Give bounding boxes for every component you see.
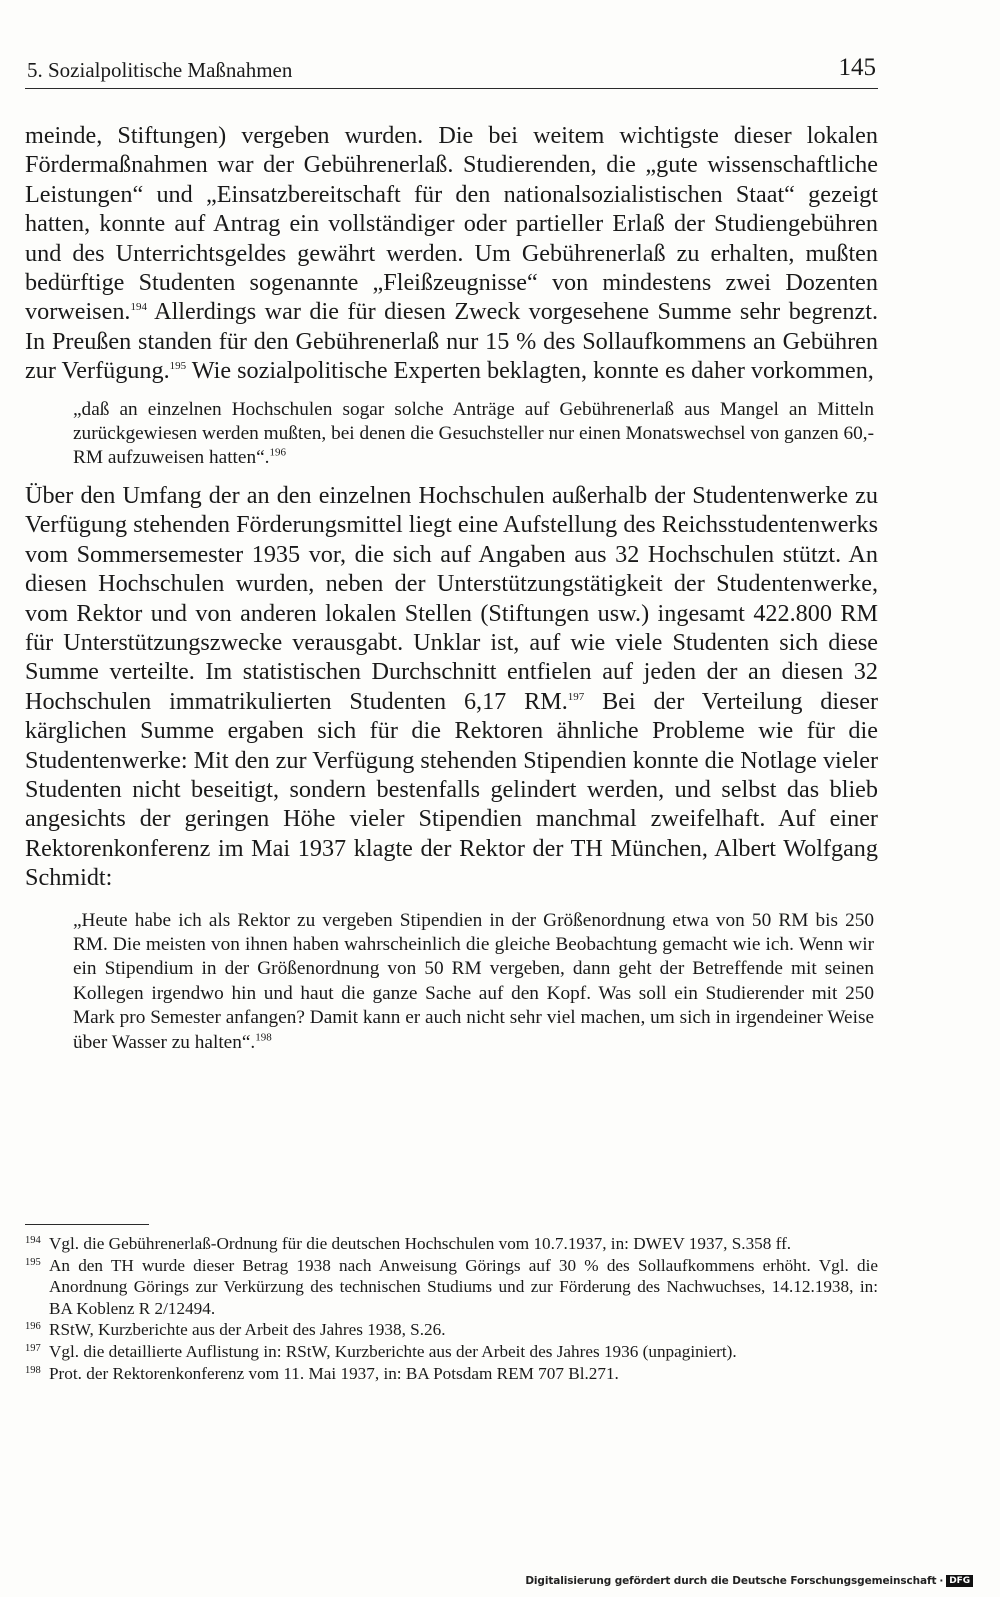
- footnote-text: Vgl. die Gebührenerlaß-Ordnung für die deutschen Hochschulen vom 10.7.1937, in: DWEV 1937, S.358 ff.: [49, 1234, 792, 1253]
- main-text: [25, 121, 878, 1065]
- footnote-number: 198: [25, 1364, 41, 1376]
- block-quote-1: [73, 398, 874, 471]
- page-number: 145: [838, 54, 876, 81]
- footnotes: [25, 1233, 878, 1384]
- footnote-text: RStW, Kurzberichte aus der Arbeit des Jahres 1938, S.26.: [49, 1320, 446, 1340]
- footnote-text: Vgl. die detaillierte Auflistung in: RStW, Kurzberichte aus der Arbeit des Jahres 1936 (unpaginiert).: [49, 1341, 737, 1361]
- footnote-text: Prot. der Rektorenkonferenz vom 11. Mai 1937, in: BA Potsdam REM 707 Bl.271.: [49, 1363, 619, 1383]
- footnote-number: 195: [25, 1256, 41, 1268]
- digitization-notice-text: Digitalisierung gefördert durch die Deutsche Forschungsgemeinschaft: [525, 1575, 937, 1587]
- footnote-198: [25, 1363, 878, 1385]
- footnote-196: [25, 1319, 878, 1341]
- paragraph-1-part-1: meinde, Stiftungen) vergeben wurden. Die bei weitem wichtigste dieser lokalen Fördermaßnahmen war der Gebührenerlaß. Studierenden, die „gute wissenschaftliche Leistungen“ und „Einsatzbereitschaft für den nationalsozialistischen Staat“ gezeigt hatten, konnte auf Antrag ein vollständiger oder partieller Erlaß der Studiengebühren und des Unterrichtsgeldes gewährt werden. Um Gebührenerlaß zu erhalten, mußten bedürftige Studenten sogenannte „Fleißzeugnisse“ von mindestens zwei Dozenten vorweisen.: [25, 122, 878, 326]
- block-quote-2-text: „Heute habe ich als Rektor zu vergeben Stipendien in der Größenordnung etwa von 50 RM bis 250 RM. Die meisten von ihnen haben wahrscheinlich die gleiche Beobachtung gemacht wie ich. Wenn wir ein Stipendium in der Größenordnung von 50 RM vergeben, dann geht der Betreffende mit seinen Kollegen irgendwo hin und haut die ganze Sache auf den Kopf. Was soll ein Studierender mit 250 Mark pro Semester anfangen? Damit kann er auch nicht sehr viel machen, um sich in irgendeiner Weise über Wasser zu halten“.: [73, 909, 874, 1053]
- footnote-ref-196[interactable]: 196: [269, 447, 286, 460]
- paragraph-1-part-2: Allerdings war die für diesen Zweck vorgesehene Summe sehr begrenzt. In Preußen standen für den Gebührenerlaß nur 15 % des Sollaufkommens an Gebühren zur Verfügung.: [25, 298, 878, 385]
- paragraph-1: [25, 121, 878, 386]
- paragraph-1-part-3: Wie sozialpolitische Experten beklagten, konnte es daher vorkommen,: [186, 357, 874, 385]
- digitization-notice: Digitalisierung gefördert durch die Deutsche Forschungsgemeinschaft · DFG: [525, 1575, 973, 1587]
- footnote-number: 197: [25, 1342, 41, 1354]
- paragraph-2-part-1: Über den Umfang der an den einzelnen Hochschulen außerhalb der Studentenwerke zu Verfügung stehenden Förderungsmittel liegt eine Aufstellung des Reichsstudentenwerks vom Sommersemester 1935 vor, die sich auf Angaben aus 32 Hochschulen stützt. An diesen Hochschulen wurden, neben der Unterstützungstätigkeit der Studentenwerke, vom Rektor und von anderen lokalen Stellen (Stiftungen usw.) ingesamt 422.800 RM für Unterstützungszwecke verausgabt. Unklar ist, auf wie viele Studenten sich diese Summe verteilte. Im statistischen Durchschnitt entfielen auf jeden der an diesen 32 Hochschulen immatrikulierten Studenten 6,17 RM.: [25, 481, 878, 715]
- footnote-194: [25, 1233, 878, 1255]
- footnote-text: An den TH wurde dieser Betrag 1938 nach Anweisung Görings auf 30 % des Sollaufkommens erhöht. Vgl. die Anordnung Görings zur Verkürzung des technischen Studiums und zur Förderung des Nachwuchses, 14.12.1938, in: BA Koblenz R 2/12494.: [49, 1255, 878, 1318]
- footnote-ref-194[interactable]: 194: [130, 301, 147, 314]
- footnote-ref-198[interactable]: 198: [255, 1031, 272, 1044]
- paragraph-2: [25, 481, 878, 893]
- footnote-ref-195[interactable]: 195: [169, 360, 187, 373]
- footnote-ref-197[interactable]: 197: [567, 690, 585, 703]
- footnote-197: [25, 1341, 878, 1363]
- paragraph-2-part-2: Bei der Verteilung dieser kärglichen Summe ergaben sich für die Rektoren ähnliche Probleme wie für die Studentenwerke: Mit den zur Verfügung stehenden Stipendien konnte die Notlage vieler Studenten nicht beseitigt, sondern bestenfalls gelindert werden, und selbst das blieb angesichts der geringen Höhe vieler Stipendien manchmal zweifelhaft. Auf einer Rektorenkonferenz im Mai 1937 klagte der Rektor der TH München, Albert Wolfgang Schmidt:: [25, 687, 878, 892]
- footnote-number: 196: [25, 1321, 41, 1333]
- dfg-logo-icon: DFG: [946, 1575, 973, 1587]
- footnote-number: 194: [25, 1235, 41, 1246]
- footnote-195: [25, 1255, 878, 1320]
- block-quote-1-text: „daß an einzelnen Hochschulen sogar solche Anträge auf Gebührenerlaß aus Mangel an Mitteln zurückgewiesen werden mußten, bei denen die Gesuchsteller nur einen Monatswechsel von ganzen 60,- RM aufzuweisen hatten“.: [73, 398, 874, 469]
- footnote-divider: [25, 1224, 149, 1225]
- page-header: [25, 56, 878, 89]
- block-quote-2: [73, 909, 874, 1055]
- running-title: 5. Sozialpolitische Maßnahmen: [27, 58, 293, 82]
